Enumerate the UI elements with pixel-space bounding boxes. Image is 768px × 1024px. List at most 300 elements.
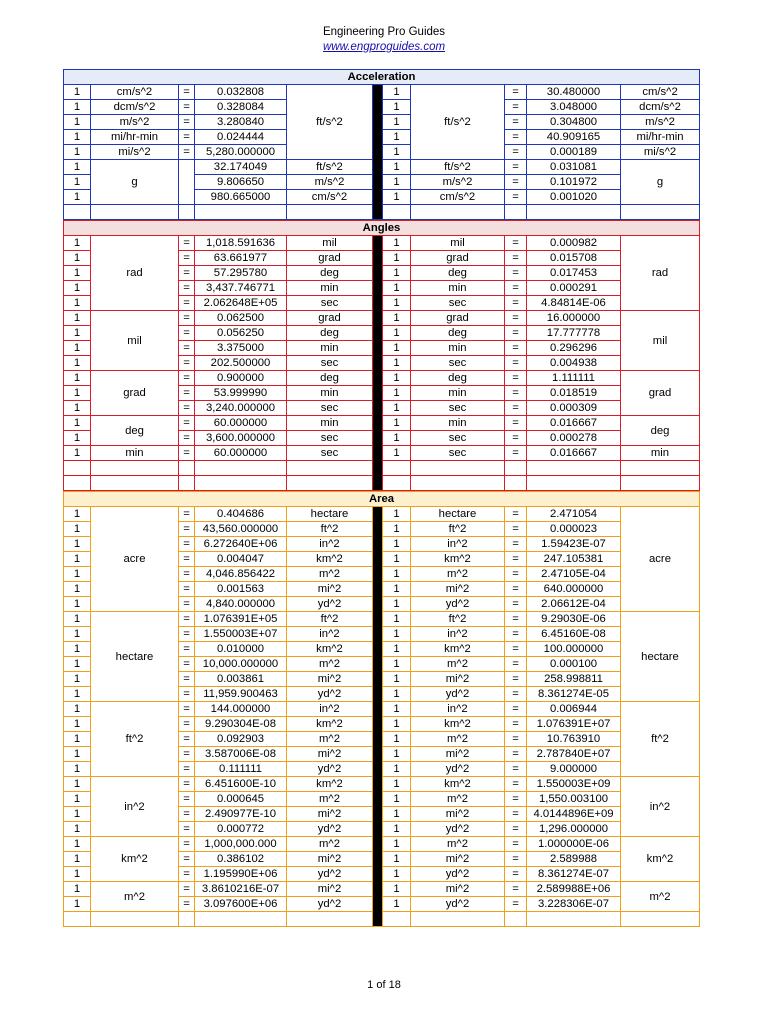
quantity-one: 1: [64, 446, 91, 461]
to-unit: m^2: [621, 882, 700, 912]
to-unit: grad: [621, 371, 700, 416]
equals-sign: =: [505, 431, 527, 446]
equals-sign: =: [179, 597, 195, 612]
quantity-one: 1: [383, 597, 411, 612]
conversion-value: 0.024444: [195, 130, 287, 145]
quantity-one: 1: [383, 537, 411, 552]
section-title: Area: [64, 492, 700, 507]
from-unit: sec: [411, 431, 505, 446]
to-unit: mi^2: [287, 672, 373, 687]
quantity-one: 1: [64, 552, 91, 567]
conversion-value: 0.000982: [527, 236, 621, 251]
empty-cell: [179, 160, 195, 205]
conversion-value: 30.480000: [527, 85, 621, 100]
equals-sign: =: [179, 717, 195, 732]
from-unit: m^2: [91, 882, 179, 912]
conversion-value: 60.000000: [195, 446, 287, 461]
equals-sign: =: [505, 867, 527, 882]
quantity-one: 1: [383, 567, 411, 582]
center-divider-bar: [373, 236, 383, 491]
quantity-one: 1: [383, 236, 411, 251]
empty-cell: [91, 912, 179, 927]
equals-sign: =: [505, 251, 527, 266]
equals-sign: =: [179, 522, 195, 537]
from-unit: grad: [411, 311, 505, 326]
conversion-table-acceleration: [63, 69, 700, 220]
conversion-value: 0.016667: [527, 416, 621, 431]
quantity-one: 1: [383, 687, 411, 702]
conversion-value: 0.056250: [195, 326, 287, 341]
equals-sign: =: [505, 311, 527, 326]
equals-sign: =: [505, 160, 527, 175]
equals-sign: =: [505, 537, 527, 552]
from-unit: grad: [411, 251, 505, 266]
equals-sign: =: [505, 522, 527, 537]
quantity-one: 1: [64, 747, 91, 762]
from-unit: m/s^2: [91, 115, 179, 130]
conversion-value: 43,560.000000: [195, 522, 287, 537]
quantity-one: 1: [64, 837, 91, 852]
empty-cell: [505, 205, 527, 220]
equals-sign: =: [505, 687, 527, 702]
from-unit: min: [411, 386, 505, 401]
quantity-one: 1: [64, 175, 91, 190]
conversion-value: 1.076391E+05: [195, 612, 287, 627]
from-unit: cm/s^2: [91, 85, 179, 100]
equals-sign: =: [505, 852, 527, 867]
to-unit: in^2: [287, 702, 373, 717]
from-unit: rad: [91, 236, 179, 311]
equals-sign: =: [505, 717, 527, 732]
quantity-one: 1: [64, 416, 91, 431]
quantity-one: 1: [383, 85, 411, 100]
from-unit: m^2: [411, 792, 505, 807]
quantity-one: 1: [64, 507, 91, 522]
empty-cell: [179, 476, 195, 491]
conversion-value: 0.001020: [527, 190, 621, 205]
conversion-value: 2.589988E+06: [527, 882, 621, 897]
conversion-value: 1,296.000000: [527, 822, 621, 837]
quantity-one: 1: [64, 702, 91, 717]
equals-sign: =: [179, 837, 195, 852]
equals-sign: =: [179, 567, 195, 582]
equals-sign: =: [505, 567, 527, 582]
conversion-value: 8.361274E-07: [527, 867, 621, 882]
equals-sign: =: [179, 777, 195, 792]
conversion-value: 0.296296: [527, 341, 621, 356]
equals-sign: =: [505, 582, 527, 597]
quantity-one: 1: [383, 401, 411, 416]
conversion-value: 9.29030E-06: [527, 612, 621, 627]
empty-cell: [287, 476, 373, 491]
equals-sign: =: [505, 281, 527, 296]
from-unit: ft/s^2: [411, 85, 505, 160]
from-unit: dcm/s^2: [91, 100, 179, 115]
from-unit: ft/s^2: [411, 160, 505, 175]
quantity-one: 1: [64, 522, 91, 537]
empty-cell: [505, 476, 527, 491]
equals-sign: =: [505, 732, 527, 747]
from-unit: in^2: [411, 537, 505, 552]
to-unit: acre: [621, 507, 700, 612]
conversion-value: 0.386102: [195, 852, 287, 867]
equals-sign: =: [179, 386, 195, 401]
equals-sign: =: [505, 115, 527, 130]
from-unit: mi^2: [411, 747, 505, 762]
quantity-one: 1: [64, 897, 91, 912]
document-url-link[interactable]: www.engproguides.com: [322, 41, 446, 53]
equals-sign: =: [179, 702, 195, 717]
from-unit: km^2: [411, 777, 505, 792]
from-unit: deg: [411, 326, 505, 341]
equals-sign: =: [505, 145, 527, 160]
quantity-one: 1: [383, 582, 411, 597]
conversion-value: 5,280.000000: [195, 145, 287, 160]
to-unit: m^2: [287, 732, 373, 747]
equals-sign: =: [179, 582, 195, 597]
table-row: [64, 100, 700, 115]
conversion-value: 0.000291: [527, 281, 621, 296]
equals-sign: =: [505, 190, 527, 205]
quantity-one: 1: [64, 822, 91, 837]
empty-cell: [621, 461, 700, 476]
to-unit: deg: [621, 416, 700, 446]
table-row: [64, 145, 700, 160]
to-unit: grad: [287, 311, 373, 326]
empty-cell: [411, 461, 505, 476]
conversion-value: 1.000000E-06: [527, 837, 621, 852]
conversion-value: 0.003861: [195, 672, 287, 687]
equals-sign: =: [505, 416, 527, 431]
quantity-one: 1: [64, 431, 91, 446]
equals-sign: =: [179, 266, 195, 281]
quantity-one: 1: [64, 311, 91, 326]
quantity-one: 1: [383, 552, 411, 567]
empty-cell: [505, 912, 527, 927]
quantity-one: 1: [383, 657, 411, 672]
quantity-one: 1: [64, 100, 91, 115]
from-unit: in^2: [91, 777, 179, 837]
quantity-one: 1: [383, 371, 411, 386]
equals-sign: =: [179, 326, 195, 341]
conversion-value: 247.105381: [527, 552, 621, 567]
from-unit: mi^2: [411, 582, 505, 597]
empty-cell: [64, 912, 91, 927]
equals-sign: =: [179, 657, 195, 672]
to-unit: m^2: [287, 837, 373, 852]
equals-sign: =: [505, 657, 527, 672]
quantity-one: 1: [64, 130, 91, 145]
equals-sign: =: [179, 85, 195, 100]
to-unit: min: [287, 386, 373, 401]
empty-cell: [621, 476, 700, 491]
conversion-value: 9.806650: [195, 175, 287, 190]
from-unit: km^2: [411, 717, 505, 732]
quantity-one: 1: [383, 160, 411, 175]
quantity-one: 1: [64, 356, 91, 371]
conversion-value: 0.018519: [527, 386, 621, 401]
to-unit: ft^2: [287, 612, 373, 627]
from-unit: sec: [411, 296, 505, 311]
conversion-value: 3,240.000000: [195, 401, 287, 416]
conversion-value: 1.550003E+09: [527, 777, 621, 792]
conversion-value: 0.101972: [527, 175, 621, 190]
equals-sign: =: [505, 612, 527, 627]
quantity-one: 1: [383, 446, 411, 461]
conversion-value: 6.451600E-10: [195, 777, 287, 792]
to-unit: deg: [287, 266, 373, 281]
page-number: 1 of 18: [367, 979, 401, 991]
equals-sign: =: [179, 236, 195, 251]
equals-sign: =: [505, 672, 527, 687]
equals-sign: =: [505, 552, 527, 567]
quantity-one: 1: [64, 190, 91, 205]
quantity-one: 1: [64, 537, 91, 552]
equals-sign: =: [505, 642, 527, 657]
to-unit: mi^2: [287, 882, 373, 897]
quantity-one: 1: [64, 386, 91, 401]
quantity-one: 1: [383, 867, 411, 882]
conversion-value: 1.195990E+06: [195, 867, 287, 882]
table-row: [64, 160, 700, 175]
equals-sign: =: [179, 341, 195, 356]
quantity-one: 1: [383, 672, 411, 687]
quantity-one: 1: [383, 281, 411, 296]
equals-sign: =: [505, 341, 527, 356]
equals-sign: =: [179, 732, 195, 747]
quantity-one: 1: [383, 792, 411, 807]
equals-sign: =: [179, 507, 195, 522]
quantity-one: 1: [383, 145, 411, 160]
equals-sign: =: [505, 702, 527, 717]
quantity-one: 1: [64, 762, 91, 777]
conversion-value: 0.062500: [195, 311, 287, 326]
to-unit: hectare: [621, 612, 700, 702]
equals-sign: =: [179, 537, 195, 552]
from-unit: yd^2: [411, 762, 505, 777]
quantity-one: 1: [383, 882, 411, 897]
quantity-one: 1: [383, 837, 411, 852]
equals-sign: =: [179, 552, 195, 567]
empty-cell: [195, 912, 287, 927]
conversion-value: 60.000000: [195, 416, 287, 431]
equals-sign: =: [179, 431, 195, 446]
from-unit: mil: [91, 311, 179, 371]
to-unit: m^2: [287, 657, 373, 672]
conversion-value: 258.998811: [527, 672, 621, 687]
to-unit: rad: [621, 236, 700, 311]
empty-cell: [287, 912, 373, 927]
table-row: [64, 236, 700, 251]
conversion-value: 3,600.000000: [195, 431, 287, 446]
from-unit: mi^2: [411, 807, 505, 822]
from-unit: km^2: [91, 837, 179, 882]
empty-cell: [527, 476, 621, 491]
to-unit: mil: [287, 236, 373, 251]
conversion-value: 0.001563: [195, 582, 287, 597]
empty-cell: [195, 205, 287, 220]
quantity-one: 1: [383, 251, 411, 266]
conversion-value: 0.111111: [195, 762, 287, 777]
conversion-value: 53.999990: [195, 386, 287, 401]
from-unit: ft^2: [411, 612, 505, 627]
quantity-one: 1: [383, 115, 411, 130]
to-unit: yd^2: [287, 867, 373, 882]
to-unit: min: [287, 416, 373, 431]
conversion-value: 2.471054: [527, 507, 621, 522]
quantity-one: 1: [64, 371, 91, 386]
equals-sign: =: [179, 100, 195, 115]
equals-sign: =: [179, 687, 195, 702]
from-unit: yd^2: [411, 867, 505, 882]
from-unit: ft^2: [91, 702, 179, 777]
equals-sign: =: [179, 867, 195, 882]
quantity-one: 1: [383, 822, 411, 837]
to-unit: grad: [287, 251, 373, 266]
conversion-value: 0.092903: [195, 732, 287, 747]
to-unit: m^2: [287, 792, 373, 807]
conversion-value: 0.328084: [195, 100, 287, 115]
quantity-one: 1: [64, 642, 91, 657]
conversion-value: 0.016667: [527, 446, 621, 461]
quantity-one: 1: [383, 341, 411, 356]
from-unit: ft^2: [411, 522, 505, 537]
empty-cell: [527, 461, 621, 476]
to-unit: mi/s^2: [621, 145, 700, 160]
conversion-value: 17.777778: [527, 326, 621, 341]
from-unit: yd^2: [411, 687, 505, 702]
quantity-one: 1: [383, 852, 411, 867]
empty-cell: [621, 205, 700, 220]
quantity-one: 1: [64, 627, 91, 642]
to-unit: g: [621, 160, 700, 205]
conversion-value: 2.06612E-04: [527, 597, 621, 612]
to-unit: ft^2: [621, 702, 700, 777]
conversion-value: 4.0144896E+09: [527, 807, 621, 822]
equals-sign: =: [179, 672, 195, 687]
to-unit: km^2: [621, 837, 700, 882]
from-unit: m^2: [411, 567, 505, 582]
quantity-one: 1: [64, 236, 91, 251]
to-unit: in^2: [287, 537, 373, 552]
from-unit: deg: [411, 266, 505, 281]
to-unit: yd^2: [287, 597, 373, 612]
empty-cell: [179, 912, 195, 927]
quantity-one: 1: [383, 416, 411, 431]
quantity-one: 1: [64, 266, 91, 281]
quantity-one: 1: [383, 356, 411, 371]
to-unit: hectare: [287, 507, 373, 522]
quantity-one: 1: [383, 717, 411, 732]
conversion-value: 0.000645: [195, 792, 287, 807]
from-unit: m/s^2: [411, 175, 505, 190]
center-divider-bar: [373, 507, 383, 927]
from-unit: deg: [91, 416, 179, 446]
conversion-value: 2.490977E-10: [195, 807, 287, 822]
conversion-value: 0.010000: [195, 642, 287, 657]
to-unit: deg: [287, 371, 373, 386]
quantity-one: 1: [64, 597, 91, 612]
conversion-value: 4.84814E-06: [527, 296, 621, 311]
equals-sign: =: [505, 296, 527, 311]
from-unit: yd^2: [411, 897, 505, 912]
quantity-one: 1: [64, 145, 91, 160]
empty-cell: [411, 912, 505, 927]
quantity-one: 1: [383, 130, 411, 145]
equals-sign: =: [505, 627, 527, 642]
equals-sign: =: [179, 747, 195, 762]
equals-sign: =: [179, 281, 195, 296]
quantity-one: 1: [64, 115, 91, 130]
from-unit: km^2: [411, 552, 505, 567]
to-unit: km^2: [287, 717, 373, 732]
conversion-value: 144.000000: [195, 702, 287, 717]
equals-sign: =: [505, 507, 527, 522]
quantity-one: 1: [383, 296, 411, 311]
quantity-one: 1: [64, 160, 91, 175]
conversion-value: 0.404686: [195, 507, 287, 522]
conversion-value: 100.000000: [527, 642, 621, 657]
quantity-one: 1: [64, 251, 91, 266]
empty-cell: [195, 461, 287, 476]
conversion-value: 63.661977: [195, 251, 287, 266]
quantity-one: 1: [383, 777, 411, 792]
to-unit: dcm/s^2: [621, 100, 700, 115]
to-unit: mi/hr-min: [621, 130, 700, 145]
equals-sign: =: [179, 822, 195, 837]
quantity-one: 1: [64, 582, 91, 597]
empty-cell: [91, 205, 179, 220]
document-title: Engineering Pro Guides: [322, 26, 446, 38]
from-unit: m^2: [411, 657, 505, 672]
from-unit: mi^2: [411, 852, 505, 867]
conversion-value: 0.017453: [527, 266, 621, 281]
quantity-one: 1: [64, 807, 91, 822]
equals-sign: =: [505, 882, 527, 897]
to-unit: mi^2: [287, 852, 373, 867]
to-unit: in^2: [287, 627, 373, 642]
equals-sign: =: [179, 145, 195, 160]
equals-sign: =: [179, 882, 195, 897]
to-unit: sec: [287, 446, 373, 461]
quantity-one: 1: [64, 326, 91, 341]
conversion-value: 1.111111: [527, 371, 621, 386]
quantity-one: 1: [383, 175, 411, 190]
equals-sign: =: [179, 627, 195, 642]
equals-sign: =: [505, 597, 527, 612]
equals-sign: =: [505, 386, 527, 401]
conversion-value: 4,840.000000: [195, 597, 287, 612]
quantity-one: 1: [383, 762, 411, 777]
from-unit: in^2: [411, 627, 505, 642]
quantity-one: 1: [383, 507, 411, 522]
from-unit: mi^2: [411, 882, 505, 897]
from-unit: g: [91, 160, 179, 205]
conversion-value: 3.228306E-07: [527, 897, 621, 912]
to-unit: sec: [287, 401, 373, 416]
to-unit: yd^2: [287, 822, 373, 837]
to-unit: yd^2: [287, 762, 373, 777]
conversion-value: 0.304800: [527, 115, 621, 130]
from-unit: hectare: [411, 507, 505, 522]
quantity-one: 1: [383, 897, 411, 912]
empty-cell: [91, 476, 179, 491]
to-unit: sec: [287, 296, 373, 311]
conversion-value: 32.174049: [195, 160, 287, 175]
equals-sign: =: [179, 852, 195, 867]
conversion-value: 1,550.003100: [527, 792, 621, 807]
conversion-value: 4,046.856422: [195, 567, 287, 582]
